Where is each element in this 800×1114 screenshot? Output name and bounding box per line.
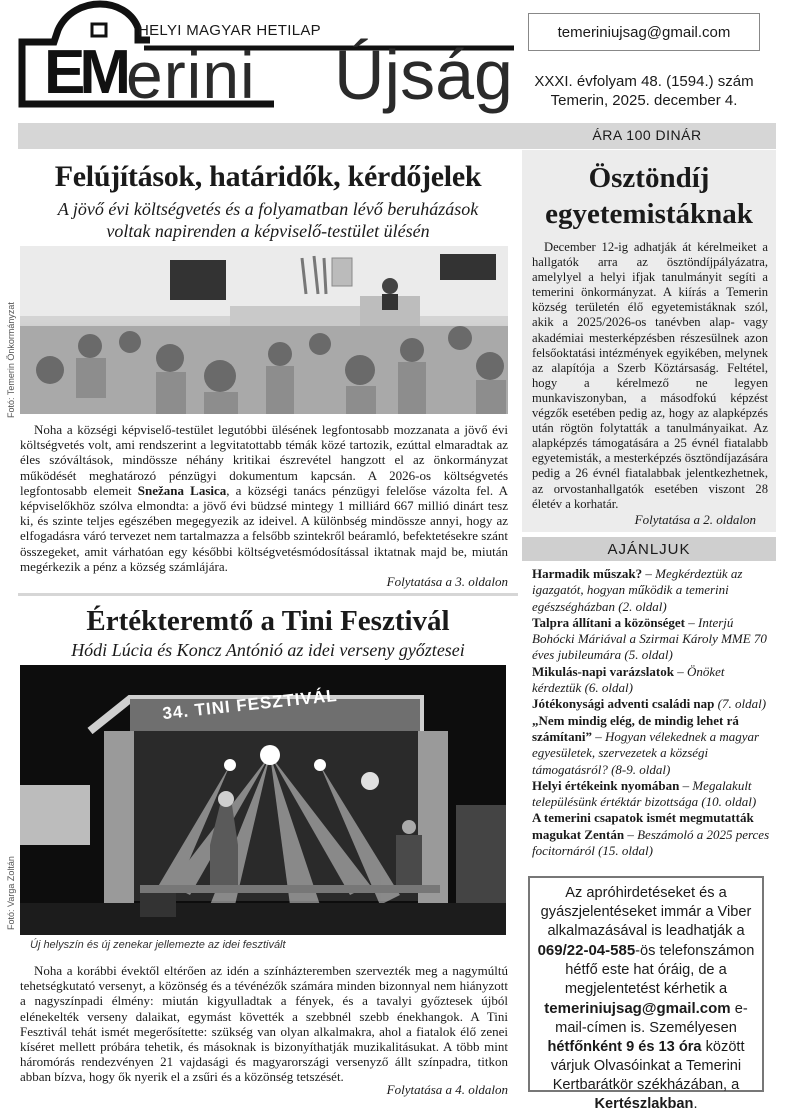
recommend-item-title: Jótékonysági adventi családi nap: [532, 696, 715, 712]
sidebar-continued-link[interactable]: Folytatása a 2. oldalon: [634, 512, 756, 527]
recommend-item-desc: – Megkérdeztük az igazgatót, hogyan működik a temerini egészségházban (2. oldal): [532, 566, 743, 614]
recommend-item-title: „Nem mindig elég, de mindig lehet rá számítani”: [532, 712, 739, 744]
article2-photo-credit: Fotó: Varga Zoltán: [6, 856, 16, 930]
price-bar: ÁRA 100 DINÁR: [518, 123, 776, 147]
council-meeting-photo: [20, 246, 508, 414]
recommend-list: [532, 566, 770, 859]
classifieds-notice: [528, 876, 764, 1112]
logo-ujsag: Újság: [334, 36, 513, 114]
ad-email[interactable]: temeriniujsag@gmail.com: [544, 1000, 731, 1017]
article1-body: [20, 422, 508, 574]
ad-text-4: között várjuk Olvasóinkat a Temerini Kertbarátkör székházában, a: [550, 1039, 745, 1093]
tagline: HELYI MAGYAR HETILAP: [138, 22, 321, 39]
logo-em: EM: [44, 38, 125, 107]
article2-body: Noha a korábbi évektől eltérően az idén a színházteremben szervezték meg a nagymúltú tehetségkutató versenyt, a közönség és a tévénézők számára minden bizonnyal nem hiányzott a nagyszínpadi élmény: miután kigyulladtak a fények, és a tavalyi győztesek újból elénekelték verseny dalaikat, egymást követték a szebbnél szebb énekhangok. A Tini Fesztivál tehát ismét megerősítette: szükség van olyan alkalmakra, ahol a fiatalok élő zenei kíséret mellett próbára tehetik, és másoknak is bizonyíthatják muzikalitásukat. A több mint háromórás rendezvényen 21 vajdasági és magyarországi versenyző állt színpadra, titkon abban bízva, hogy ők nyerik el a zsűri és a közönség tetszését.: [20, 963, 508, 1085]
recommend-item[interactable]: [532, 615, 770, 664]
sidebar-title-line1: Ösztöndíj: [588, 162, 710, 194]
recommend-item-desc: – Beszámoló a 2025 perces focitornáról (15. oldal): [532, 826, 770, 859]
article1-title: Felújítások, határidők, kérdőjelek: [54, 160, 482, 193]
issue-date: Temerin, 2025. december 4.: [550, 92, 738, 109]
recommend-item-desc: – Interjú Bohócki Máriával a Szirmai Károly MME 70 éves jubileumára (5. oldal): [532, 614, 767, 663]
article2-continued-link[interactable]: Folytatása a 4. oldalon: [386, 1082, 508, 1097]
recommend-item[interactable]: [532, 664, 770, 697]
ad-text-2: -ös telefonszámon hétfő este hat óráig, de a megjelentetést kérhetik a: [564, 943, 755, 997]
article2-subtitle: Hódi Lúcia és Koncz Antónió az idei verseny győztesei: [71, 640, 465, 660]
issue-info: [528, 72, 760, 110]
recommend-item-desc: – Megalakult településünk értéktár bizottsága (10. oldal): [532, 777, 757, 810]
recommend-item-title: Talpra állítani a közönséget: [532, 614, 686, 630]
ad-phone[interactable]: 069/22-04-585: [537, 942, 636, 959]
article1-continued-link[interactable]: Folytatása a 3. oldalon: [386, 574, 508, 589]
recommend-heading: AJÁNLJUK: [522, 537, 776, 561]
ad-hours: hétfőnként 9 és 13 óra: [547, 1039, 702, 1055]
recommend-item[interactable]: [532, 713, 770, 778]
sidebar-title-line2: egyetemistáknak: [545, 198, 753, 230]
recommend-item[interactable]: [532, 566, 770, 615]
article1-body-name: Snežana Lasica: [137, 482, 227, 498]
recommend-item-title: Mikulás-napi varázslatok: [532, 663, 674, 679]
article1-subtitle-line2: voltak napirenden a képviselő-testület ülésén: [106, 221, 430, 241]
sidebar-body: December 12-ig adhatják át kérelmeiket a hallgatók arra az ösztöndíjpályázatra, amelylyel a helyi ifjak tanulmányit segíti a temerini önkormányzat. A kiírás a Temerin község területén élő egyetemistáknak szól, akik a 2025/2026-os tanévben alap- vagy akadémiai mesterképzésben részesülnek azon felsőoktatási intézmények egyikében, melynek az alapítója a Szerb Köztársaság. Feltétel, hogy a kérelmező ne legyen munkaviszonyban, a másodfokú képzést végzők esetében pedig az, hogy az alapképzés után rögtön folytatták a tanulmányaikat. Az alapképzés támogatására a 25 évnél fiatalabb egyetemisták, a mesterképzés ösztöndíjazására pedig a 26 évnél fiatalabbak jelentkezhetnek, az orvostanhallgatók esetében viszont 28 életév a korhatár.: [532, 240, 768, 511]
recommend-item-title: A temerini csapatok ismét megmutatták magukat Zentán: [532, 810, 754, 842]
festival-banner-text: 34. TINI FESZTIVÁL: [161, 685, 339, 724]
ad-text-1: Az apróhirdetéseket és a gyászjelentéseket immár a Viber alkalmazásával is leadhatják a: [540, 885, 752, 939]
tini-festival-stage-photo: [20, 665, 506, 935]
article1-photo-credit: Fotó: Temerin Önkormányzat: [6, 302, 16, 418]
article1-body-part2: , a községi tanács pénzügyi felelőse vázolta fel. A képviselőkhöz szólva elmondta: a jövő évi büdzsé mintegy 1 milliárd 667 millió dinárt tesz ki, és szinte teljes egészében megegyezik az ideivel. A különbség mindössze annyi, hogy az elfogadásra váró tervezet nem tartalmazza a felsőbb szintekről beáramló, befektetésekre szánt összegeket, amit várhatóan egy későbbi költségvetésmódosítással iktatnak majd be, miután megérkezik a pénz a község számlájára.: [20, 482, 509, 574]
ad-place: Kertészlakban: [594, 1096, 694, 1112]
issue-number: XXXI. évfolyam 48. (1594.) szám: [534, 73, 754, 90]
recommend-item-desc: (7. oldal): [714, 696, 767, 712]
article-divider: [18, 593, 518, 596]
recommend-item-desc: – Hogyan vélekednek a magyar egyesületek, szervezetek a községi támogatásról? (8-9. oldal): [532, 728, 760, 777]
masthead: [14, 0, 524, 122]
recommend-item[interactable]: [532, 810, 770, 859]
article1-subtitle-line1: A jövő évi költségvetés és a folyamatban lévő beruházások: [57, 199, 479, 219]
ad-text-3: e-mail-címen is. Személyesen: [555, 1001, 748, 1036]
article1-subtitle: [18, 198, 518, 242]
sidebar-title: [522, 160, 776, 232]
ad-text-5: .: [693, 1096, 698, 1112]
article2-photo-caption: Új helyszín és új zenekar jellemezte az idei fesztivált: [30, 939, 286, 951]
recommend-item[interactable]: [532, 778, 770, 811]
council-meeting-illustration: [20, 246, 508, 414]
recommend-item-title: Harmadik műszak?: [532, 566, 643, 581]
header-email[interactable]: temeriniujsag@gmail.com: [528, 13, 760, 51]
logo-merini: erini: [126, 38, 256, 112]
article2-title: Értékteremtő a Tini Fesztivál: [86, 605, 450, 637]
recommend-item[interactable]: [532, 696, 770, 712]
header-band: [18, 123, 518, 147]
recommend-item-desc: – Önöket kérdeztük (6. oldal): [532, 663, 725, 696]
recommend-item-title: Helyi értékeink nyomában: [532, 777, 680, 793]
article1-body-part1: Noha a községi képviselő-testület legutóbbi ülésének legfontosabb mozzanata a jövő évi költségvetés volt, ami rendszerint a legvitatottabb témák közé tartozik, ezúttal elmaradtak az éles szóváltások, mindössze néhány kritikai észrevétel hangzott el az önkormányzat működését meghatározó pénzügyi dokumentum kapcsán. A 2026-os költségvetés legfontosabb elemeit: [20, 422, 508, 498]
